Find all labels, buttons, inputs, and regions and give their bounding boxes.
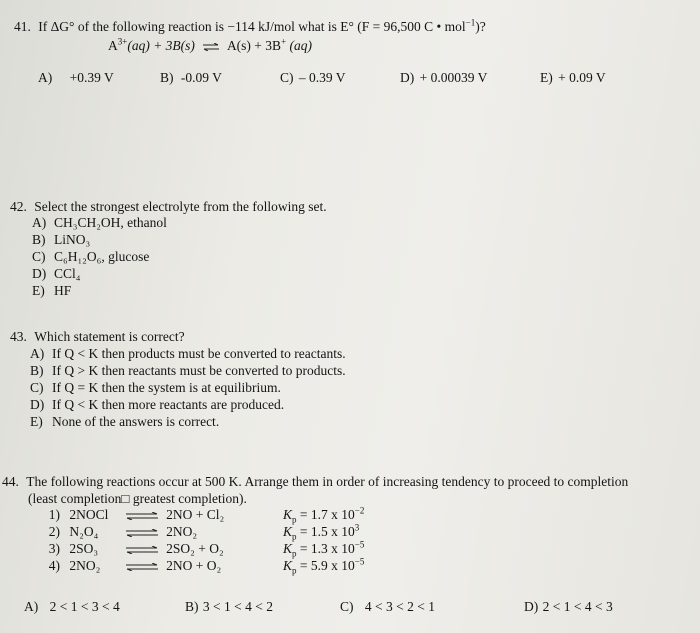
kp-value: = 5.9 x 10: [296, 558, 355, 573]
q41-option-d[interactable]: [400, 70, 487, 86]
option-label: B): [30, 363, 44, 378]
option-text: None of the answers is correct.: [52, 414, 220, 429]
q43-stem-line: [10, 329, 185, 345]
option-text: 3 < 1 < 4 < 2: [202, 599, 273, 614]
q41-option-c[interactable]: [280, 70, 346, 86]
equilibrium-arrow-icon: [125, 563, 159, 571]
kp-symbol: K: [283, 524, 293, 539]
reaction-right: 2NO₂: [166, 524, 198, 539]
q41-stem-line: [14, 19, 486, 35]
q43-option-b[interactable]: [30, 363, 346, 379]
q43-option-c[interactable]: [30, 380, 281, 396]
q44-option-c[interactable]: [340, 599, 435, 615]
reaction-number: 2): [48, 524, 60, 539]
kp-exponent: −5: [354, 539, 365, 550]
equilibrium-arrow-icon: [125, 529, 159, 537]
kp-value: = 1.3 x 10: [296, 541, 355, 556]
q42-option-a[interactable]: [32, 215, 167, 231]
q44-kp-3: [283, 541, 364, 557]
q44-reaction-4: [44, 558, 274, 574]
option-label: C): [32, 249, 46, 264]
q41-eq-left-sup: 3+: [117, 36, 128, 47]
q43-option-e[interactable]: [30, 414, 219, 430]
option-text: C₆H₁₂O₆, glucose: [54, 249, 150, 264]
reaction-left: 2NOCl: [69, 507, 109, 522]
q41-stem-end: )?: [475, 19, 486, 34]
option-label: B): [185, 599, 199, 614]
reaction-left: 2SO₃: [69, 541, 99, 556]
q44-stem-2: (least completion□ greatest completion).: [28, 491, 247, 506]
q42-option-d[interactable]: [32, 266, 80, 282]
option-label: A): [32, 215, 47, 230]
option-label: D): [30, 397, 45, 412]
kp-exponent: −2: [354, 505, 365, 516]
equilibrium-arrow-icon: [125, 546, 159, 554]
q42-option-e[interactable]: [32, 283, 71, 299]
option-text: +0.39 V: [69, 70, 114, 85]
kp-exponent: 3: [354, 522, 360, 533]
option-text: 2 < 1 < 3 < 4: [49, 599, 120, 614]
q41-number: 41.: [14, 19, 31, 34]
equilibrium-arrow-icon: [125, 512, 159, 520]
option-text: CH₃CH₂OH, ethanol: [54, 215, 167, 230]
q41-eq-right-sup: +: [281, 36, 287, 47]
q41-option-a[interactable]: [38, 70, 114, 86]
kp-symbol: K: [283, 507, 293, 522]
q43-option-d[interactable]: [30, 397, 284, 413]
reaction-number: 4): [48, 558, 60, 573]
option-text: If Q < K then more reactants are produced.: [52, 397, 285, 412]
reaction-number: 1): [48, 507, 60, 522]
q44-reaction-3: [44, 541, 274, 557]
q44-kp-2: [283, 524, 359, 540]
kp-symbol: K: [283, 541, 293, 556]
option-text: 2 < 1 < 4 < 3: [542, 599, 613, 614]
q42-option-c[interactable]: [32, 249, 149, 265]
q43-number: 43.: [10, 329, 27, 344]
q44-stem-1: The following reactions occur at 500 K. Arrange them in order of increasing tendency to proceed to completion: [26, 474, 629, 489]
reaction-number: 3): [48, 541, 60, 556]
q44-reaction-2: [44, 524, 274, 540]
option-label: C): [30, 380, 44, 395]
q44-reaction-1: [44, 507, 274, 523]
option-text: CCl₄: [54, 266, 81, 281]
option-label: D): [524, 599, 539, 614]
kp-exponent: −5: [354, 556, 365, 567]
option-label: E): [540, 70, 553, 85]
kp-sub: p: [292, 514, 297, 525]
equilibrium-arrow-icon: [202, 43, 220, 51]
option-text: If Q > K then reactants must be converted to products.: [52, 363, 346, 378]
option-text: If Q < K then products must be converted to reactants.: [52, 346, 346, 361]
option-text: + 0.09 V: [558, 70, 606, 85]
option-label: A): [30, 346, 45, 361]
q44-number: 44.: [2, 474, 19, 489]
option-text: 4 < 3 < 2 < 1: [364, 599, 435, 614]
option-text: LiNO₃: [54, 232, 91, 247]
option-text: -0.09 V: [180, 70, 222, 85]
q42-number: 42.: [10, 199, 27, 214]
reaction-right: 2NO + Cl₂: [166, 507, 225, 522]
reaction-left: N₂O₄: [69, 524, 99, 539]
q43-option-a[interactable]: [30, 346, 346, 362]
option-label: E): [32, 283, 45, 298]
q41-option-e[interactable]: [540, 70, 606, 86]
q44-option-d[interactable]: [524, 599, 613, 615]
reaction-right: 2NO + O₂: [166, 558, 222, 573]
q41-stem-sup: −1: [465, 17, 476, 28]
q42-stem: Select the strongest electrolyte from the following set.: [34, 199, 327, 214]
q41-eq-right-tail: (aq): [286, 38, 313, 53]
q44-option-b[interactable]: [185, 599, 273, 615]
q43-stem: Which statement is correct?: [34, 329, 185, 344]
kp-sub: p: [292, 565, 297, 576]
q42-stem-line: [10, 199, 327, 215]
option-text: HF: [54, 283, 72, 298]
q42-option-b[interactable]: [32, 232, 90, 248]
q41-eq-left-tail: (aq) + 3B(s): [127, 38, 195, 53]
kp-value: = 1.7 x 10: [296, 507, 355, 522]
q41-eq-left: A: [108, 38, 118, 53]
option-label: C): [340, 599, 354, 614]
q44-option-a[interactable]: [24, 599, 120, 615]
kp-sub: p: [292, 548, 297, 559]
q41-stem: If ΔG° of the following reaction is −114 kJ/mol what is E° (F = 96,500 C • mol: [38, 19, 466, 34]
q41-eq-right: A(s) + 3B: [226, 38, 282, 53]
reaction-left: 2NO₂: [69, 558, 101, 573]
option-text: – 0.39 V: [298, 70, 346, 85]
q44-stem-line2: [28, 491, 247, 507]
option-text: If Q = K then the system is at equilibrium.: [52, 380, 281, 395]
q41-option-b[interactable]: [160, 70, 222, 86]
option-label: B): [32, 232, 46, 247]
option-label: C): [280, 70, 294, 85]
option-label: D): [400, 70, 415, 85]
option-label: B): [160, 70, 174, 85]
option-label: A): [24, 599, 39, 614]
q41-equation: [108, 38, 312, 54]
q44-kp-4: [283, 558, 364, 574]
reaction-right: 2SO₂ + O₂: [166, 541, 224, 556]
q44-kp-1: [283, 507, 364, 523]
option-text: + 0.00039 V: [419, 70, 488, 85]
q44-stem-line1: [2, 474, 628, 490]
kp-symbol: K: [283, 558, 293, 573]
option-label: A): [38, 70, 53, 85]
option-label: E): [30, 414, 43, 429]
option-label: D): [32, 266, 47, 281]
kp-sub: p: [292, 531, 297, 542]
kp-value: = 1.5 x 10: [296, 524, 355, 539]
